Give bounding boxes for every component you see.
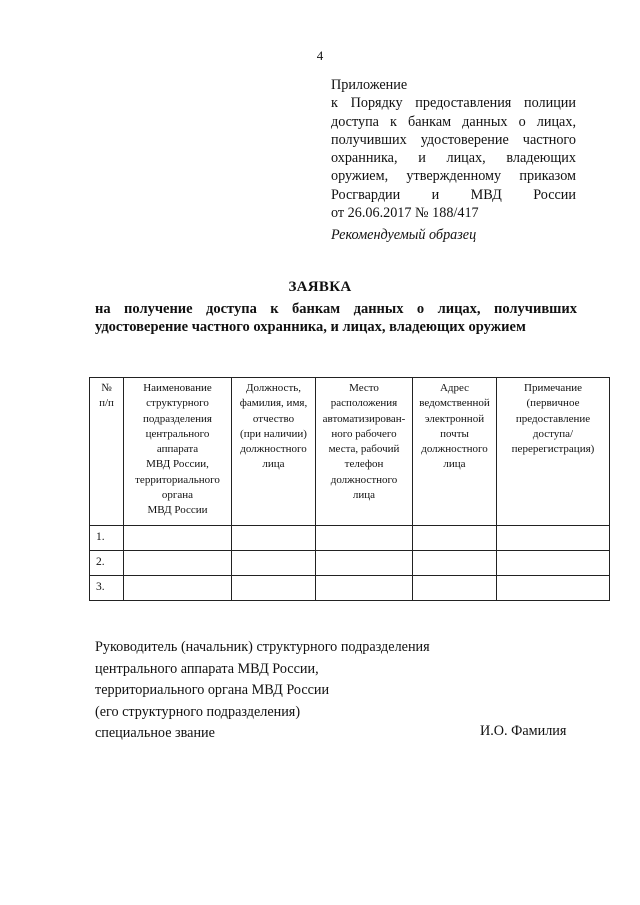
header-line: почты — [440, 427, 469, 440]
signature-line: Руководитель (начальник) структурного подразделения — [95, 639, 430, 655]
table-cell[interactable] — [413, 576, 497, 601]
header-line: должностного — [421, 443, 488, 456]
header-line: п/п — [99, 397, 114, 410]
document-subtitle — [95, 300, 577, 336]
header-line: должностного — [330, 473, 398, 486]
header-line: Место — [349, 382, 379, 394]
table-cell[interactable] — [124, 526, 232, 551]
header-line: № — [101, 382, 112, 394]
row-number: 3. — [90, 576, 124, 601]
table-cell[interactable] — [316, 551, 413, 576]
header-line: ного рабочего — [331, 427, 397, 440]
header-line: структурного — [146, 397, 209, 410]
subtitle-line-2: удостоверение частного охранника, и лицах, владеющих оружием — [95, 319, 526, 335]
table-cell[interactable] — [232, 576, 316, 601]
appendix-block — [331, 76, 576, 222]
row-number: 1. — [90, 526, 124, 551]
table-cell[interactable] — [124, 551, 232, 576]
header-line: перерегистрация) — [511, 443, 595, 456]
header-line: телефон — [344, 458, 384, 471]
appendix-line: от 26.06.2017 № 188/417 — [331, 205, 479, 222]
row-number: 2. — [90, 551, 124, 576]
appendix-line: к Порядку предоставления полиции — [331, 95, 576, 112]
header-line: МВД России — [147, 504, 208, 517]
header-line: МВД России, — [146, 458, 209, 471]
table-cell[interactable] — [316, 576, 413, 601]
header-line: центрального — [145, 427, 210, 440]
header-line: предоставление — [515, 412, 591, 425]
appendix-line: Приложение — [331, 77, 408, 93]
header-line: аппарата — [156, 443, 199, 456]
header-line: автоматизирован- — [322, 412, 406, 425]
header-line: должностного — [240, 443, 307, 456]
header-cell-note — [497, 378, 610, 526]
header-line: электронной — [424, 412, 485, 425]
table-header-row — [90, 378, 610, 526]
table-row — [90, 526, 610, 551]
header-cell-number — [90, 378, 124, 526]
header-line: лица — [443, 458, 466, 471]
header-line: (первичное — [526, 397, 580, 410]
header-line: Примечание — [524, 382, 582, 394]
header-line: подразделения — [143, 412, 212, 425]
signature-block — [95, 637, 430, 745]
appendix-line: охранника, и лицах, владеющих — [331, 150, 576, 167]
signature-line: специальное звание — [95, 725, 215, 741]
sample-label: Рекомендуемый образец — [331, 227, 477, 243]
appendix-line: получивших удостоверение частного — [331, 131, 576, 148]
table-cell[interactable] — [413, 551, 497, 576]
header-cell-position — [232, 378, 316, 526]
appendix-line: оружием, утвержденному приказом — [331, 168, 576, 185]
header-line: расположения — [330, 397, 398, 410]
appendix-line: доступа к банкам данных о лицах, — [331, 113, 576, 130]
signatory-name: И.О. Фамилия — [480, 723, 567, 739]
table-cell[interactable] — [413, 526, 497, 551]
table-cell[interactable] — [232, 526, 316, 551]
header-line: территориального — [135, 473, 220, 486]
header-line: (при наличии) — [240, 427, 307, 440]
header-line: Должность, — [245, 382, 302, 394]
header-line: органа — [161, 489, 194, 502]
signature-line: (его структурного подразделения) — [95, 703, 301, 720]
subtitle-line-1: на получение доступа к банкам данных о лицах, получивших — [95, 301, 577, 317]
signature-line: центрального аппарата МВД России, — [95, 660, 319, 677]
table-cell[interactable] — [232, 551, 316, 576]
header-line: ведомственной — [419, 397, 490, 410]
table-cell[interactable] — [497, 576, 610, 601]
table-row — [90, 576, 610, 601]
header-line: доступа/ — [532, 427, 574, 440]
table-cell[interactable] — [497, 526, 610, 551]
header-line: отчество — [252, 412, 295, 425]
header-line: фамилия, имя, — [239, 397, 308, 410]
table-cell[interactable] — [497, 551, 610, 576]
header-cell-unit — [124, 378, 232, 526]
header-cell-workplace — [316, 378, 413, 526]
appendix-line: Росгвардии и МВД России — [331, 186, 576, 203]
header-line: Адрес — [439, 382, 470, 394]
table-cell[interactable] — [316, 526, 413, 551]
header-cell-email — [413, 378, 497, 526]
page-number: 4 — [316, 48, 324, 63]
table-cell[interactable] — [124, 576, 232, 601]
table-row — [90, 551, 610, 576]
signature-line: территориального органа МВД России — [95, 682, 330, 698]
header-line: лица — [262, 458, 285, 471]
header-line: места, рабочий — [328, 443, 400, 456]
header-line: лица — [352, 489, 376, 502]
header-line: Наименование — [143, 382, 212, 394]
document-title: ЗАЯВКА — [288, 279, 352, 295]
request-table — [89, 377, 610, 601]
